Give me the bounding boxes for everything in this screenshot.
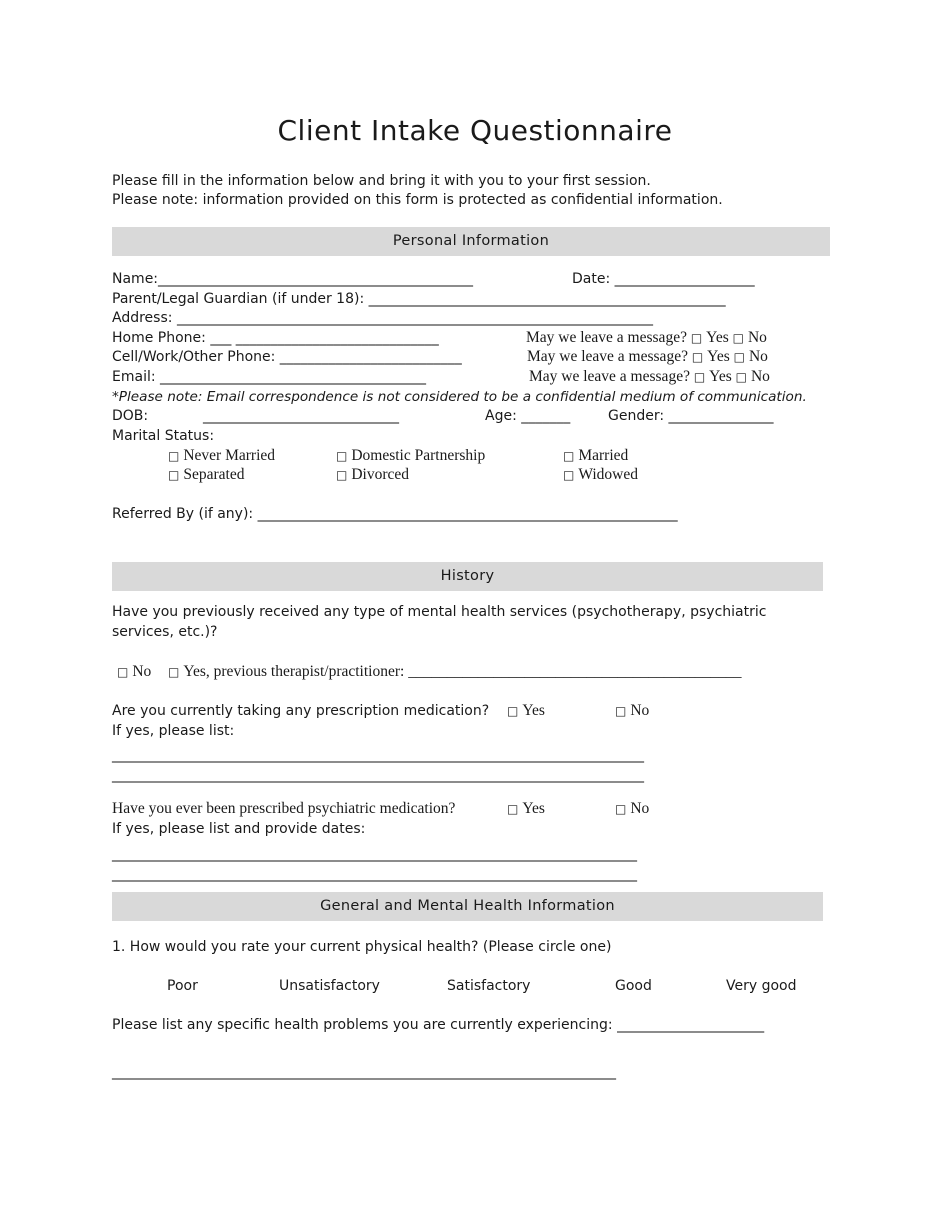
message-question-label: May we leave a message? (527, 348, 688, 365)
gender-row (608, 407, 774, 425)
date-field[interactable]: ____________________ (614, 271, 755, 287)
referred-by-label: Referred By (if any): (112, 506, 254, 522)
age-row (485, 407, 570, 425)
history-q2-yes-option[interactable] (507, 702, 545, 720)
checkbox-icon[interactable]: □ (563, 449, 575, 463)
marital-option-widowed[interactable]: □ Widowed (563, 466, 638, 483)
no-label: No (630, 800, 650, 817)
yes-label: Yes (707, 348, 730, 365)
health-problems-label: Please list any specific health problems you are currently experiencing: (112, 1017, 613, 1033)
gender-label: Gender: (608, 408, 665, 424)
history-question-3: Have you ever been prescribed psychiatric medication? (112, 800, 456, 817)
guardian-row (112, 290, 726, 308)
checkbox-icon[interactable]: □ (507, 704, 519, 718)
checkbox-icon[interactable]: □ (690, 331, 703, 345)
address-field[interactable]: ____________________________________________________________________ (176, 310, 653, 326)
name-label: Name: (112, 271, 159, 287)
history-q3-no-option[interactable] (615, 800, 649, 818)
checkbox-icon[interactable]: □ (735, 370, 747, 384)
age-field[interactable]: _______ (521, 408, 571, 424)
date-row (572, 270, 755, 288)
history-question-1: Have you previously received any type of mental health services (psychotherapy, psychiatric services, etc.)? (112, 604, 767, 640)
home-phone-row (112, 329, 439, 347)
no-label: No (630, 702, 650, 719)
health-problems-field[interactable]: _____________________ (617, 1017, 765, 1033)
no-label: No (750, 368, 770, 385)
checkbox-icon[interactable]: □ (336, 468, 348, 482)
marital-status-label: Marital Status: (112, 428, 215, 444)
age-label: Age: (485, 408, 517, 424)
guardian-field[interactable]: ___________________________________________________ (368, 291, 726, 307)
rating-option-poor[interactable]: Poor (167, 978, 198, 994)
checkbox-icon[interactable]: □ (168, 449, 180, 463)
history-q1-yes-option[interactable] (168, 663, 741, 681)
home-phone-field[interactable]: ___ _____________________________ (210, 330, 439, 346)
yes-label: Yes (522, 800, 545, 817)
section-header-personal: Personal Information (112, 227, 830, 256)
checkbox-icon[interactable]: □ (732, 331, 744, 345)
address-row (112, 309, 653, 327)
no-label: No (747, 329, 767, 346)
checkbox-icon[interactable]: □ (691, 350, 704, 364)
marital-option-never-married[interactable]: □ Never Married (168, 447, 276, 464)
checkbox-icon[interactable]: □ (168, 665, 180, 679)
gender-field[interactable]: _______________ (668, 408, 774, 424)
cell-phone-label: Cell/Work/Other Phone: (112, 349, 276, 365)
email-label: Email: (112, 369, 156, 385)
guardian-label: Parent/Legal Guardian (if under 18): (112, 291, 365, 307)
health-problems-row (112, 1016, 764, 1034)
email-confidentiality-note: *Please note: Email correspondence is not considered to be a confidential medium of communication. (112, 389, 807, 405)
marital-option-divorced[interactable]: □ Divorced (336, 466, 410, 483)
email-row (112, 368, 426, 386)
section-header-general: General and Mental Health Information (112, 892, 823, 921)
history-q2-no-option[interactable] (615, 702, 649, 720)
marital-option-domestic-partnership[interactable]: □ Domestic Partnership (336, 447, 486, 464)
name-field[interactable]: _____________________________________________ (158, 271, 474, 287)
address-label: Address: (112, 310, 173, 326)
health-problems-line-2[interactable]: ________________________________________________________________________ (112, 1064, 616, 1080)
psychiatric-medication-line-2[interactable]: ___________________________________________________________________________ (112, 866, 637, 882)
cell-phone-row (112, 348, 462, 366)
medication-list-line-1[interactable]: ____________________________________________________________________________ (112, 747, 644, 763)
intro-line-1: Please fill in the information below and bring it with you to your first session. (112, 173, 651, 189)
message-question-label: May we leave a message? (529, 368, 690, 385)
dob-label: DOB: (112, 408, 149, 424)
checkbox-icon[interactable]: □ (693, 370, 706, 384)
general-question-1: 1. How would you rate your current physical health? (Please circle one) (112, 939, 612, 955)
history-question-2: Are you currently taking any prescription medication? (112, 703, 490, 719)
referred-by-row (112, 505, 678, 523)
name-row (112, 270, 473, 288)
checkbox-icon[interactable]: □ (336, 449, 348, 463)
checkbox-icon[interactable]: □ (507, 802, 519, 816)
page-title: Client Intake Questionnaire (277, 114, 673, 147)
medication-list-line-2[interactable]: ____________________________________________________________________________ (112, 767, 644, 783)
referred-by-field[interactable]: ____________________________________________________________ (257, 506, 678, 522)
intro-line-2: Please note: information provided on this form is protected as confidential information. (112, 192, 723, 208)
cell-phone-message-question (527, 348, 768, 366)
marital-option-separated[interactable]: □ Separated (168, 466, 245, 483)
checkbox-icon[interactable]: □ (168, 468, 180, 482)
section-header-history: History (112, 562, 823, 591)
marital-option-married[interactable]: □ Married (563, 447, 629, 464)
yes-label: Yes (706, 329, 729, 346)
previous-therapist-label: Yes, previous therapist/practitioner: (183, 663, 405, 680)
previous-therapist-field[interactable]: ___________________________________________ (408, 663, 742, 680)
home-phone-message-question (526, 329, 767, 347)
rating-option-satisfactory[interactable]: Satisfactory (447, 978, 531, 994)
date-label: Date: (572, 271, 611, 287)
checkbox-icon[interactable]: □ (615, 704, 627, 718)
email-field[interactable]: ______________________________________ (160, 369, 427, 385)
checkbox-icon[interactable]: □ (117, 665, 129, 679)
history-q3-list-label: If yes, please list and provide dates: (112, 821, 366, 837)
email-message-question (529, 368, 770, 386)
checkbox-icon[interactable]: □ (563, 468, 575, 482)
history-q2-list-label: If yes, please list: (112, 723, 235, 739)
no-label: No (132, 663, 152, 680)
no-label: No (748, 348, 768, 365)
psychiatric-medication-line-1[interactable]: ___________________________________________________________________________ (112, 846, 637, 862)
rating-option-unsatisfactory[interactable]: Unsatisfactory (279, 978, 380, 994)
rating-option-very-good[interactable]: Very good (726, 978, 797, 994)
history-q1-no-option[interactable] (117, 663, 151, 681)
history-q3-yes-option[interactable] (507, 800, 545, 818)
home-phone-label: Home Phone: (112, 330, 206, 346)
message-question-label: May we leave a message? (526, 329, 687, 346)
checkbox-icon[interactable]: □ (615, 802, 627, 816)
yes-label: Yes (522, 702, 545, 719)
checkbox-icon[interactable]: □ (733, 350, 745, 364)
dob-field[interactable]: ____________________________ (203, 408, 399, 424)
rating-option-good[interactable]: Good (615, 978, 652, 994)
cell-phone-field[interactable]: __________________________ (279, 349, 462, 365)
yes-label: Yes (709, 368, 732, 385)
